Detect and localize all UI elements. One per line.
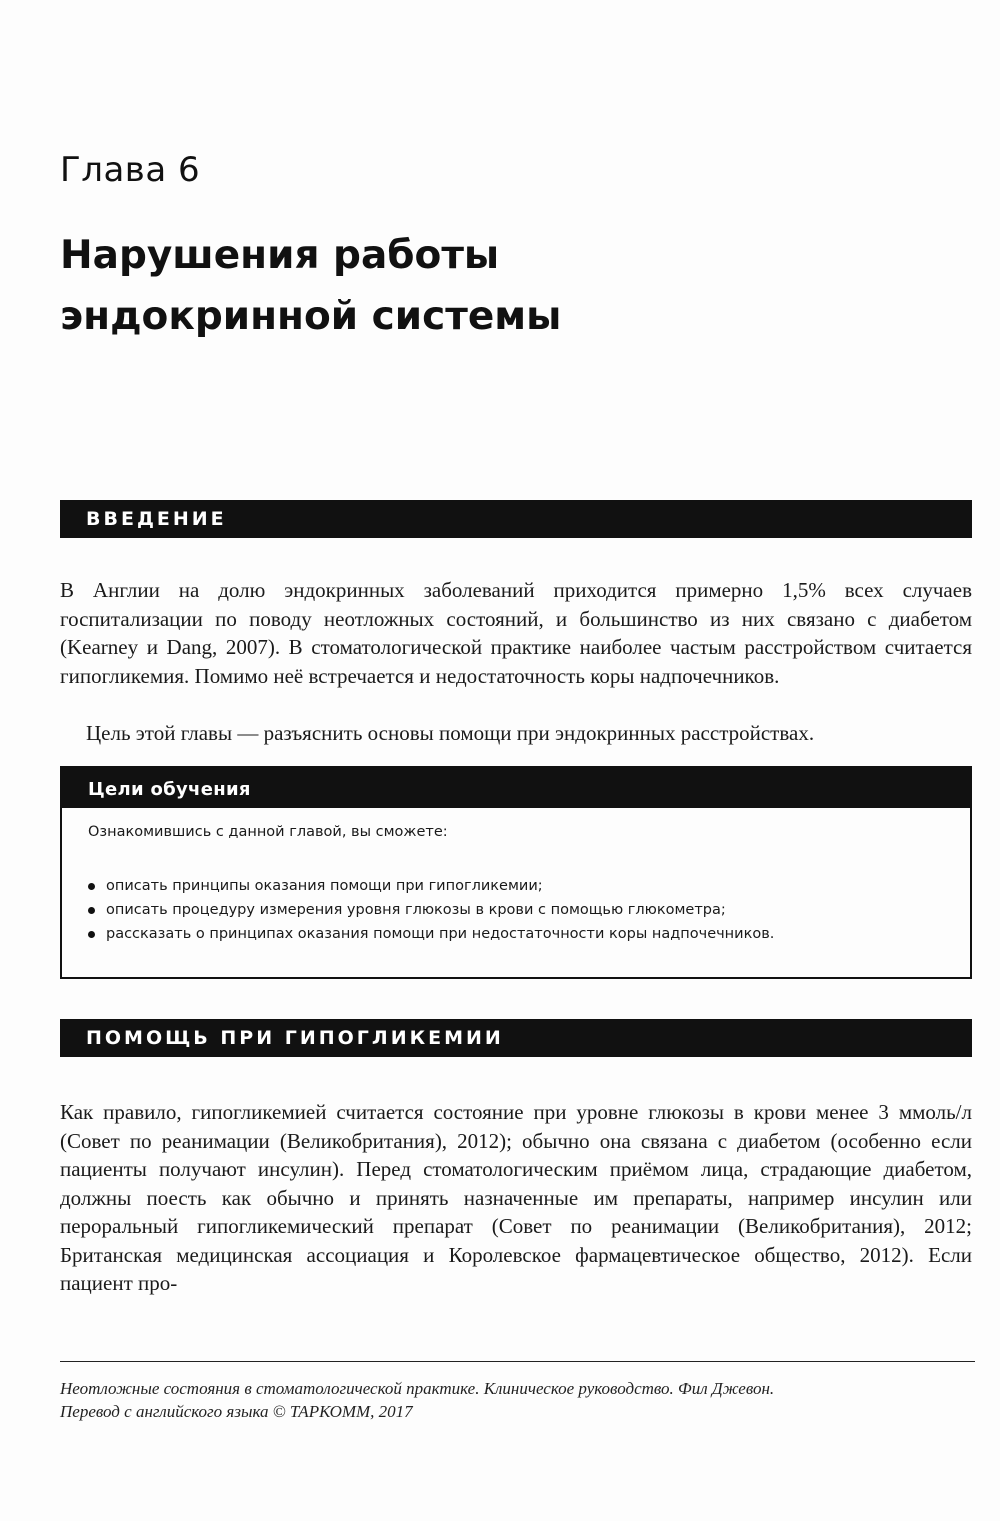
footer-citation xyxy=(60,1377,960,1423)
section-heading-hypoglycemia: ПОМОЩЬ ПРИ ГИПОГЛИКЕМИИ xyxy=(60,1019,972,1057)
bullet-icon xyxy=(88,907,95,914)
intro-paragraph-1: В Англии на долю эндокринных заболеваний приходится примерно 1,5% всех случаев госпитализации по поводу неотложных состояний, и большинство из них связано с диабетом (Kearney и Dang, 2007). В стоматологической практике наиболее частым расстройством считается гипогликемия. Помимо неё встречается и недостаточность коры надпочечников. xyxy=(60,578,972,688)
bullet-icon xyxy=(88,931,95,938)
chapter-title-line-1: Нарушения работы xyxy=(60,233,500,278)
learning-objectives-heading: Цели обучения xyxy=(62,768,970,808)
list-item-text: описать процедуру измерения уровня глюкозы в крови с помощью глюкометра; xyxy=(106,902,726,918)
footer-line-2: Перевод с английского языка © ТАРКОММ, 2017 xyxy=(60,1402,413,1421)
learning-objectives-list xyxy=(88,874,774,946)
list-item xyxy=(88,898,774,922)
section-heading-intro: ВВЕДЕНИЕ xyxy=(60,500,972,538)
list-item-text: рассказать о принципах оказания помощи при недостаточности коры надпочечников. xyxy=(106,926,775,942)
learning-objectives-intro: Ознакомившись с данной главой, вы сможете: xyxy=(88,824,448,840)
footer-line-1: Неотложные состояния в стоматологической практике. Клиническое руководство. Фил Джевон. xyxy=(60,1379,775,1398)
footer-divider xyxy=(60,1361,975,1362)
chapter-title-line-2: эндокринной системы xyxy=(60,294,562,339)
hypoglycemia-paragraph-1: Как правило, гипогликемией считается состояние при уровне глюкозы в крови менее 3 ммоль/л (Совет по реанимации (Великобритания), 2012); обычно она связана с диабетом (особенно если пациенты получают инсулин). Перед стоматологическим приёмом лица, страдающие диабетом, должны поесть как обычно и принять назначенные им препараты, например инсулин или пероральный гипогликемический препарат (Совет по реанимации (Великобритания), 2012; Британская медицинская ассоциация и Королевское фармацевтическое общество, 2012). Если пациент про- xyxy=(60,1100,972,1295)
intro-paragraph-2: Цель этой главы — разъяснить основы помощи при эндокринных расстройствах. xyxy=(86,721,815,745)
list-item xyxy=(88,874,774,898)
list-item-text: описать принципы оказания помощи при гипогликемии; xyxy=(106,878,543,894)
bullet-icon xyxy=(88,883,95,890)
chapter-title xyxy=(60,225,860,347)
list-item xyxy=(88,922,774,946)
chapter-label: Глава 6 xyxy=(60,150,201,190)
learning-objectives-box xyxy=(60,766,972,979)
